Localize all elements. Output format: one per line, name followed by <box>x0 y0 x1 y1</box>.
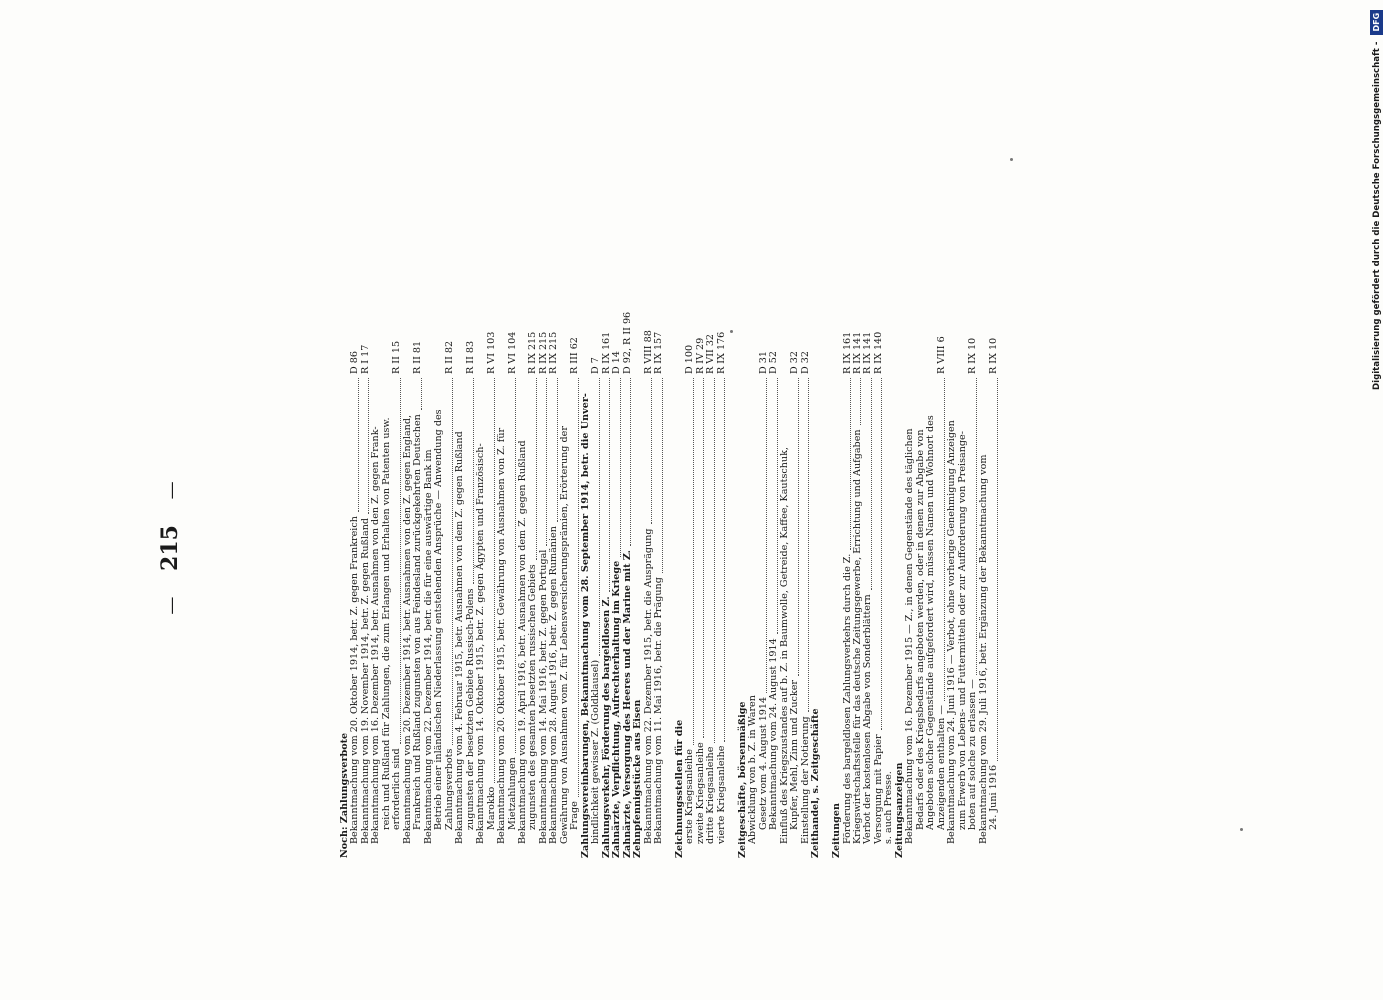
entry-reference: D 14 <box>611 351 623 374</box>
entry-text: Bekanntmachung vom 22. Dezember 1915, betr. die Ausprägung <box>642 528 654 844</box>
dot-leader <box>766 378 777 634</box>
entry-reference: R IX 176 <box>715 331 727 374</box>
entry-reference: R IX 215 <box>527 331 539 374</box>
entry-text: Frage <box>569 801 581 830</box>
index-entry <box>989 238 999 858</box>
index-entry <box>822 238 832 858</box>
entry-heading: Zeitgeschäfte, börsenmäßige <box>736 701 748 858</box>
entry-text: Bekanntmachung vom 16. Dezember 1915 — Z., in denen Gegenstände des täglichen <box>904 428 916 844</box>
entry-text: zugunsten der besetzten Gebiete Russisch-Polens <box>464 588 476 830</box>
entry-text: Bedarfs oder des Kriegsbedarfs angeboten werden, oder in denen zur Abgabe von <box>914 429 926 830</box>
entry-reference: D 32 <box>799 351 811 374</box>
entry-text: Bekanntmachung vom 22. Dezember 1914, betr. die für eine auswärtige Bank im <box>422 449 434 844</box>
entry-text: dritte Kriegsanleihe <box>705 746 717 844</box>
entry-text: Bekanntmachung vom 16. Dezember 1914, betr. Ausnahmen von den Z. gegen Frank- <box>370 426 382 844</box>
entry-heading: Zahnärzte, Versorgung des Heeres und der Marine mit Z. <box>621 549 633 858</box>
entry-reference: R VII 32 <box>705 333 717 374</box>
entry-reference: R IX 141 <box>851 331 863 374</box>
entry-text: Bekanntmachung vom 14. Oktober 1915, betr. Z. gegen Ägypten und Französisch- <box>475 443 487 844</box>
entry-text: Versorgung mit Papier <box>872 734 884 844</box>
entry-text: bindlichkeit gewisser Z. (Goldklausel) <box>590 659 602 844</box>
entry-reference: R II 83 <box>464 340 476 374</box>
entry-reference: D 86 <box>349 351 361 374</box>
entry-text: Bekanntmachung vom 20. Oktober 1915, betr. Gewährung von Ausnahmen von Z. für <box>496 427 508 844</box>
entry-text: erste Kriegsanleihe <box>684 749 696 844</box>
entry-text: Gesetz vom 4. August 1914 <box>757 696 769 830</box>
entry-text: 24. Juni 1916 <box>988 764 1000 830</box>
entry-text: Kupfer, Mehl, Zinn und Zucker <box>789 680 801 830</box>
entry-reference: R IX 161 <box>841 331 853 374</box>
entry-reference: D 100 <box>684 344 696 374</box>
dot-leader <box>986 378 997 761</box>
entry-text: Zahlungsverbots <box>443 748 455 830</box>
scan-speck <box>1010 158 1013 161</box>
entry-heading: Zeitungen <box>831 803 843 858</box>
entry-text: Bekanntmachung vom 20. Oktober 1914, betr. Z. gegen Frankreich <box>349 516 361 844</box>
dot-leader <box>484 378 495 783</box>
entry-heading: Zeichnungsstellen für die <box>674 719 685 858</box>
index-entry <box>654 238 664 858</box>
entry-text: Bekanntmachung vom 28. August 1916, betr. Z. gegen Rumänien <box>548 526 560 844</box>
entry-text: Bekanntmachung vom 20. Dezember 1914, betr. Ausnahmen von den Z. gegen England, <box>401 414 413 844</box>
entry-heading: Zehnpfennigstücke aus Eisen <box>632 699 644 858</box>
dot-leader <box>410 378 421 410</box>
entry-heading: Noch: Zahlungsverbote <box>339 732 350 858</box>
entry-text: Verbot der kostenlosen Abgabe von Sonderblättern <box>862 594 874 844</box>
digitization-credit <box>1370 10 1383 390</box>
entry-heading: Zahlungsverkehr, Förderung des bargeldlosen Z. <box>600 596 612 858</box>
entry-text: Gewährung von Ausnahmen vom Z. für Lebensversicherungsprämien, Erörterung der <box>558 426 570 844</box>
entry-text: Bekanntmachung vom 24. August 1914 <box>768 638 780 830</box>
entry-heading: Zeitungsanzeigen <box>893 762 905 858</box>
entry-reference: R IX 157 <box>653 331 665 374</box>
index-entry <box>811 238 821 858</box>
entry-text: s. auch Presse. <box>883 771 895 844</box>
scan-speck <box>730 330 733 333</box>
dot-leader <box>934 378 945 701</box>
entry-text: Bekanntmachung vom 14. Mai 1916, betr. Z. gegen Portugal <box>537 549 549 844</box>
dot-leader <box>358 378 369 514</box>
entry-text: vierte Kriegsanleihe <box>715 745 727 844</box>
entry-reference: D 32 <box>789 351 801 374</box>
credit-text: Digitalisierung gefördert durch die Deutsche Forschungsgemeinschaft - <box>1372 41 1382 390</box>
entry-heading: Zahlungsvereinbarungen, Bekanntmachung vom 28. September 1914, betr. die Unver- <box>579 393 591 858</box>
index-entry <box>717 238 727 858</box>
dot-leader <box>871 378 882 730</box>
entry-text: Anzeigenden enthalten — <box>935 705 947 830</box>
entry-text: Bekanntmachung vom 4. Februar 1915, betr. Ausnahmen von dem Z. gegen Rußland <box>454 431 466 844</box>
entry-text: Angeboten solcher Gegenstände aufgefordert wird, müssen Namen und Wohnort des <box>925 415 937 830</box>
entry-reference: R IX 215 <box>548 331 560 374</box>
entry-text: Mietzahlungen <box>506 757 518 830</box>
entry-text: reich und Rußland für Zahlungen, die zum Erlangen und Erhalten von Patenten usw. <box>380 417 392 830</box>
entry-reference: R IX 215 <box>537 331 549 374</box>
dot-leader <box>567 378 578 797</box>
entry-reference: R III 62 <box>569 337 581 374</box>
entry-reference: D 92, R II 96 <box>621 311 633 374</box>
entry-text: zum Erwerb von Lebens- und Futtermitteln oder zur Aufforderung von Preisange- <box>956 431 968 830</box>
entry-text: Betrieb einer inländischen Niederlassung entstehenden Ansprüche — Anwendung des <box>433 409 445 830</box>
rotated-text-block <box>150 238 1240 858</box>
entry-text: Frankreich und Rußland zugunsten von aus Feindesland zurückgekehrten Deutschen <box>412 414 424 830</box>
entry-reference: R IV 29 <box>694 337 706 374</box>
entry-text: Abwicklung von b. Z. in Waren <box>747 695 759 844</box>
entry-text: zweite Kriegsanleihe <box>694 742 706 844</box>
entry-text: zugunsten des gesamten besetzten russischen Gebiets <box>527 564 539 830</box>
entry-reference: D 7 <box>590 357 602 374</box>
dot-leader <box>798 378 809 712</box>
entry-reference: R IX 140 <box>872 331 884 374</box>
entry-text: Marokko <box>485 786 497 830</box>
entry-reference: R VIII 6 <box>935 336 947 374</box>
page-number: 215 <box>157 525 183 571</box>
dot-leader <box>389 378 400 744</box>
entry-reference: R VI 103 <box>485 331 497 374</box>
dot-leader <box>651 378 662 573</box>
entry-reference: R VIII 88 <box>642 330 654 374</box>
entry-reference: R II 82 <box>443 340 455 374</box>
page-header <box>150 238 190 858</box>
header-dash-right: — <box>161 481 182 500</box>
entry-text: Bekanntmachung vom 29. Juli 1916, betr. Ergänzung der Bekanntmachung vom <box>977 454 989 844</box>
index-entries <box>340 238 1000 858</box>
dfg-logo: DFG <box>1370 10 1383 35</box>
entry-text: Kriegswirtschaftsstelle für das deutsche Zeitungsgewerbe, Errichtung und Aufgaben <box>851 429 863 844</box>
scan-speck <box>1240 828 1243 831</box>
entry-text: Bekanntmachung vom 11. Mai 1916, betr. die Prägung <box>653 577 665 844</box>
entry-text: Bekanntmachung vom 19. April 1916, betr. Ausnahmen von dem Z. gegen Rußland <box>516 440 528 844</box>
entry-text: boten auf solche zu erlassen — <box>967 679 979 830</box>
entry-heading: Zahnärzte, Verpflichtung, Aufrechterhaltung im Kriege <box>611 560 623 858</box>
dot-leader <box>546 378 557 522</box>
dot-leader <box>965 378 976 675</box>
entry-reference: R IX 10 <box>988 337 1000 374</box>
header-dash-left: — <box>161 596 182 615</box>
entry-reference: R I 17 <box>359 344 371 374</box>
dot-leader <box>714 378 725 742</box>
entry-heading: Zeithandel, s. Zeitgeschäfte <box>810 708 822 858</box>
entry-text: Förderung des bargeldlosen Zahlungsverkehrs durch die Z. <box>841 553 853 844</box>
entry-reference: R IX 161 <box>600 331 612 374</box>
index-entry <box>874 238 884 858</box>
entry-reference: R II 81 <box>412 340 424 374</box>
dot-leader <box>505 378 516 753</box>
dot-leader <box>442 378 453 745</box>
dot-leader <box>463 378 474 584</box>
entry-text: Bekanntmachung vom 19. November 1914, betr. Z. gegen Rußland <box>359 517 371 844</box>
entry-text: Einstellung der Notierung <box>799 716 811 844</box>
entry-reference: R IX 141 <box>862 331 874 374</box>
dot-leader <box>620 378 631 546</box>
entry-reference: R VI 104 <box>506 331 518 374</box>
entry-reference: D 52 <box>768 351 780 374</box>
entry-reference: D 31 <box>757 351 769 374</box>
entry-text: Bekanntmachung vom 24. Juni 1916 — Verbot, ohne vorherige Genehmigung Anzeigen <box>946 420 958 844</box>
entry-reference: R II 15 <box>391 340 403 374</box>
entry-reference: R IX 10 <box>967 337 979 374</box>
entry-text: erforderlich sind <box>391 748 403 830</box>
entry-text: Einfluß des Kriegszustandes auf b. Z. in Baumwolle, Getreide, Kaffee, Kautschuk, <box>778 447 790 844</box>
